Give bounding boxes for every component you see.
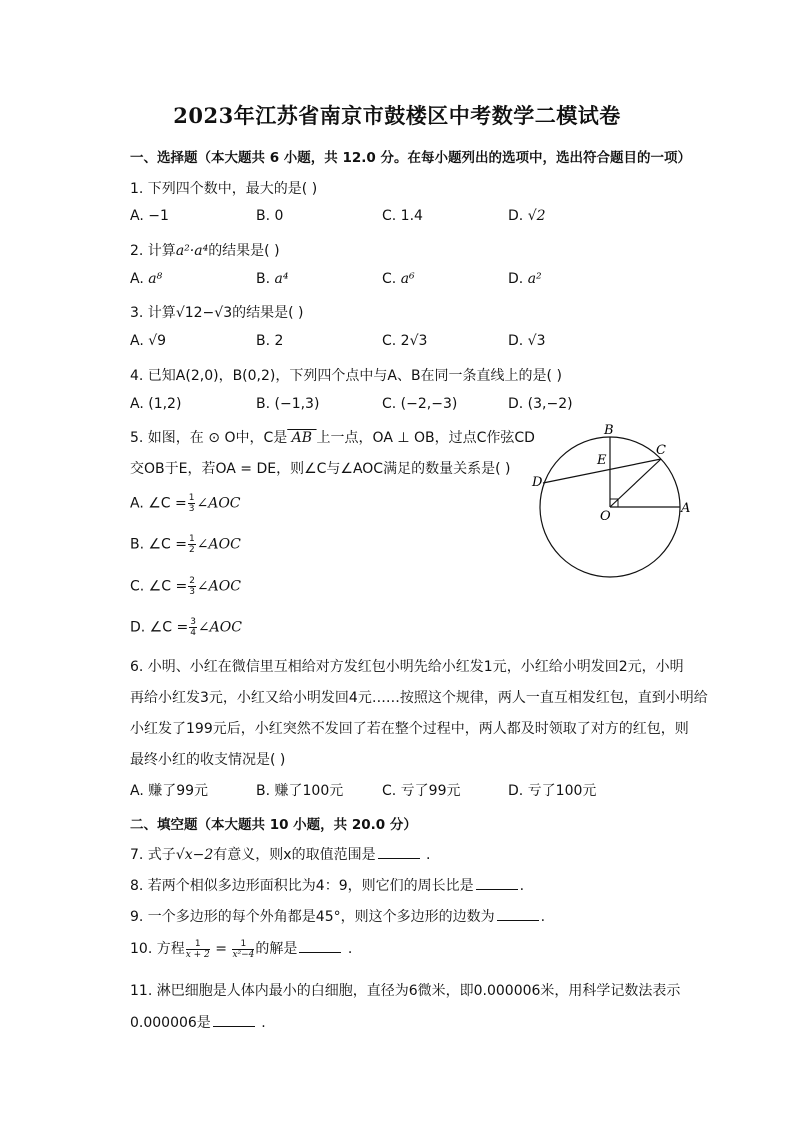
q3-option-d: D. √3 <box>508 333 546 349</box>
q1-option-a: A. −1 <box>130 208 169 224</box>
label-b: B <box>604 423 614 438</box>
question-6-line-4: 最终小红的收支情况是( ) <box>130 752 286 768</box>
q5-option-c: C. ∠C = $\frac{2}{3}$ ∠AOC <box>130 576 241 597</box>
answer-blank[interactable] <box>299 940 341 953</box>
question-6-line-3: 小红发了199元后，小红突然不发回了若在整个过程中，两人都及时领取了对方的红包，则 <box>130 721 689 737</box>
question-5-line-2: 交OB于E，若OA = DE，则∠C与∠AOC满足的数量关系是( ) <box>130 461 511 477</box>
question-4: 4. 已知A(2,0)，B(0,2)，下列四个点中与A、B在同一条直线上的是( ) <box>130 368 562 384</box>
q2-option-b: B. a⁴ <box>256 271 289 287</box>
q6-option-b: B. 赚了100元 <box>256 783 344 799</box>
q2-option-c: C. a⁶ <box>382 271 415 287</box>
q3-option-a: A. √9 <box>130 333 167 349</box>
question-11-line-1: 11. 淋巴细胞是人体内最小的白细胞，直径为6微米，即0.000006米，用科学记数法表示 <box>130 983 681 999</box>
question-2: 2. 计算a²·a⁴的结果是( ) <box>130 243 280 259</box>
label-a: A <box>681 501 691 516</box>
question-6-line-1: 6. 小明、小红在微信里互相给对方发红包小明先给小红发1元，小红给小明发回2元，小明 <box>130 659 684 675</box>
question-1: 1. 下列四个数中，最大的是( ) <box>130 181 318 197</box>
question-7: 7. 式子√x−2有意义，则x的取值范围是 . <box>130 847 431 863</box>
answer-blank[interactable] <box>497 908 539 921</box>
q1-option-d: D. √2 <box>508 208 546 224</box>
q1-option-b: B. 0 <box>256 208 284 224</box>
question-11-line-2: 0.000006是 . <box>130 1015 266 1031</box>
page-title: 2023年江苏省南京市鼓楼区中考数学二模试卷 <box>173 103 621 128</box>
q5-option-b: B. ∠C = $\frac{1}{2}$ ∠AOC <box>130 534 241 555</box>
answer-blank[interactable] <box>476 877 518 890</box>
answer-blank[interactable] <box>213 1014 255 1027</box>
question-5-line-1: 5. 如图，在 ⊙ O中，C是 AB 上一点，OA ⊥ OB，过点C作弦CD <box>130 430 535 446</box>
q4-option-c: C. (−2,−3) <box>382 396 458 412</box>
q3-option-c: C. 2√3 <box>382 333 428 349</box>
label-e: E <box>597 453 607 468</box>
q3-option-b: B. 2 <box>256 333 284 349</box>
question-3: 3. 计算√12−√3的结果是( ) <box>130 305 304 321</box>
label-o: O <box>600 509 611 524</box>
q4-option-a: A. (1,2) <box>130 396 182 412</box>
q5-option-d: D. ∠C = $\frac{3}{4}$ ∠AOC <box>130 617 242 638</box>
section-2-heading: 二、填空题（本大题共 10 小题，共 20.0 分） <box>130 817 417 833</box>
q2-option-a: A. a⁸ <box>130 271 163 287</box>
q4-option-b: B. (−1,3) <box>256 396 320 412</box>
question-8: 8. 若两个相似多边形面积比为4：9，则它们的周长比是 . <box>130 878 525 894</box>
question-9: 9. 一个多边形的每个外角都是45°，则这个多边形的边数为 . <box>130 909 546 925</box>
answer-blank[interactable] <box>378 846 420 859</box>
q1-option-c: C. 1.4 <box>382 208 423 224</box>
q6-option-a: A. 赚了99元 <box>130 783 209 799</box>
label-d: D <box>532 475 543 490</box>
q6-option-c: C. 亏了99元 <box>382 783 461 799</box>
question-10: 10. 方程 $\frac{1}{x + 2}$ = $\frac{1}{\text{x²−4}}$ 的解是 . <box>130 938 353 960</box>
question-6-line-2: 再给小红发3元，小红又给小明发回4元……按照这个规律，两人一直互相发红包，直到小明给 <box>130 690 708 706</box>
q2-option-d: D. a² <box>508 271 542 287</box>
q4-option-d: D. (3,−2) <box>508 396 573 412</box>
q5-circle-figure <box>520 420 710 590</box>
section-1-heading: 一、选择题（本大题共 6 小题，共 12.0 分。在每小题列出的选项中，选出符合题目的一项） <box>130 150 692 166</box>
label-c: C <box>656 443 666 458</box>
q5-option-a: A. ∠C = $\frac{1}{3}$ ∠AOC <box>130 493 241 514</box>
q6-option-d: D. 亏了100元 <box>508 783 597 799</box>
